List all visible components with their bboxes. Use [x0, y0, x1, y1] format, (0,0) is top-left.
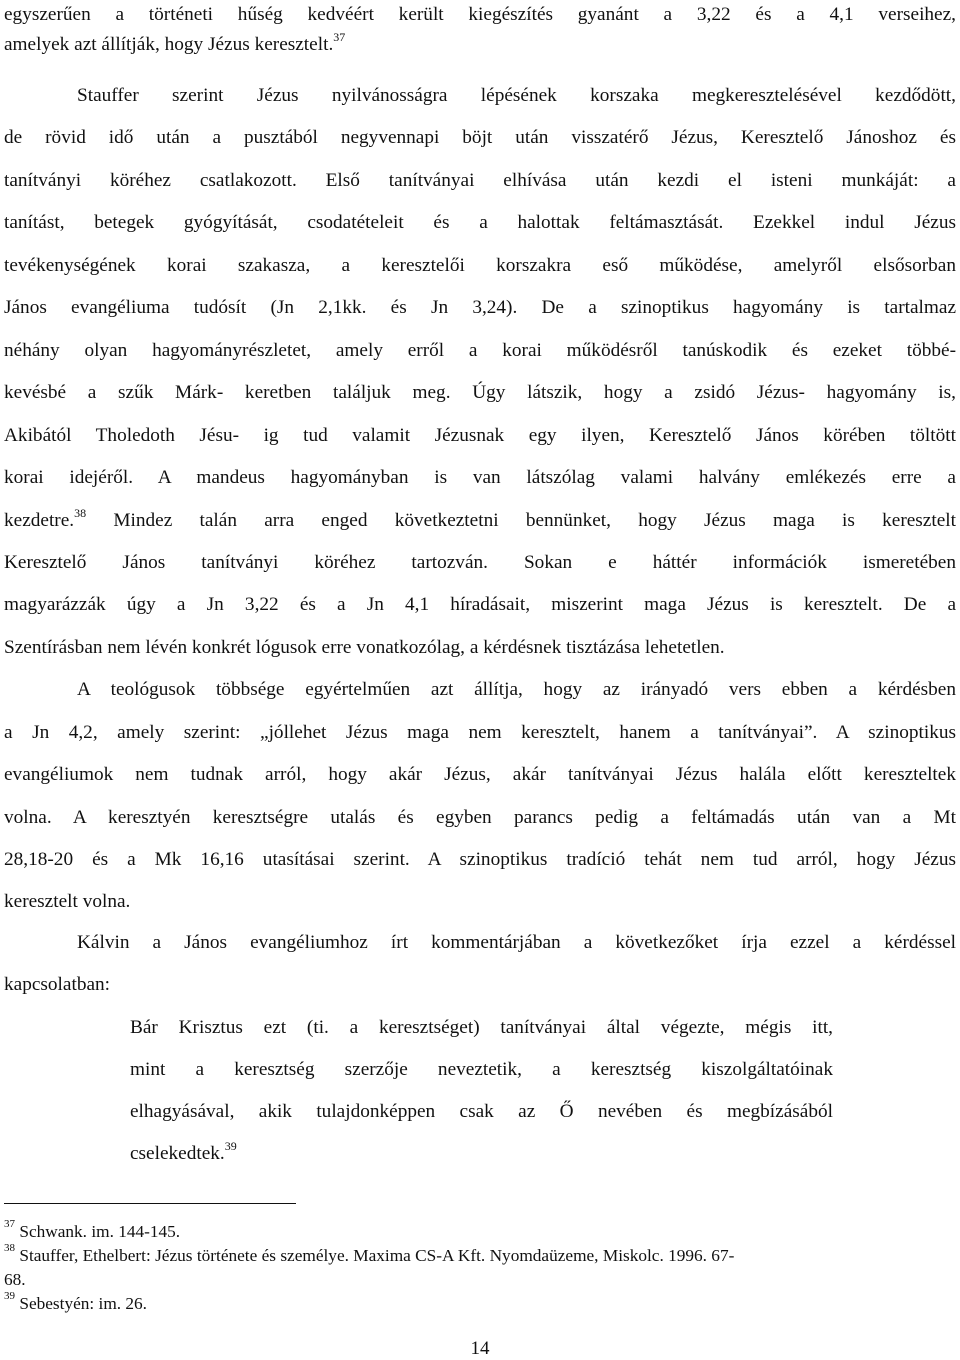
- line-text: Stauffer szerint Jézus nyilvánosságra lépésének korszaka megkeresztelésével kezdődött,: [77, 85, 956, 106]
- line-text: kezdetre.: [4, 510, 75, 531]
- line-text: Bár Krisztus ezt (ti. a keresztséget) tanítványai által végezte, mégis itt,: [130, 1017, 833, 1038]
- body-line: [4, 208, 956, 238]
- body-line: [4, 421, 956, 451]
- line-text: [86, 510, 113, 531]
- line-text: A teológusok többsége egyértelműen azt állítja, hogy az irányadó vers ebben a kérdésben: [77, 679, 956, 700]
- line-text: Mindez talán arra enged következtetni bennünket, hogy Jézus maga is keresztelt: [113, 510, 956, 531]
- paragraph-first-line: [77, 81, 956, 111]
- body-line: [4, 845, 956, 875]
- footnote-text: Schwank. im. 144-145.: [19, 1222, 181, 1241]
- line-text: keresztelt volna.: [4, 891, 131, 912]
- footnote-text: Sebestyén: im. 26.: [19, 1294, 148, 1313]
- footnote-text: 68.: [4, 1270, 26, 1289]
- line-text: kevésbé a szűk Márk- keretben találjuk meg. Úgy látszik, hogy a zsidó Jézus- hagyomány is,: [4, 382, 956, 403]
- line-text: tanítványi köréhez csatlakozott. Első tanítványai elhívása után kezdi el isteni munkáját: a: [4, 170, 956, 191]
- line-text: néhány olyan hagyományrészletet, amely erről a korai működésről tanúskodik és ezeket többé-: [4, 340, 956, 361]
- paragraph-first-line: [77, 928, 956, 958]
- footnote-continuation: [4, 1268, 956, 1292]
- footnote: [4, 1292, 956, 1316]
- body-line: [4, 30, 956, 60]
- body-line: [4, 463, 956, 493]
- body-line: [4, 803, 956, 833]
- block-quote-line: [130, 1097, 833, 1127]
- line-text: János evangéliuma tudósít (Jn 2,1kk. és Jn 3,24). De a szinoptikus hagyomány is tartalmaz: [4, 297, 956, 318]
- body-line: [4, 166, 956, 196]
- body-line: [4, 970, 956, 1000]
- line-text: Szentírásban nem lévén konkrét lógusok erre vonatkozólag, a kérdésnek tisztázása lehetetlen.: [4, 637, 725, 658]
- footnote: [4, 1220, 956, 1244]
- line-text: Keresztelő János tanítványi köréhez tartozván. Sokan e háttér információk ismeretében: [4, 552, 956, 573]
- line-text: 28,18-20 és a Mk 16,16 utasításai szerint. A szinoptikus tradíció tehát nem tud arról, hogy Jézus: [4, 849, 956, 870]
- body-line: [4, 336, 956, 366]
- body-line: [4, 548, 956, 578]
- line-text: amelyek azt állítják, hogy Jézus keresztelt.: [4, 34, 334, 55]
- footnote-text: Stauffer, Ethelbert: Jézus története és személye. Maxima CS-A Kft. Nyomdaüzeme, Miskolc. 1996. 67-: [19, 1246, 735, 1265]
- line-text: a Jn 4,2, amely szerint: „jóllehet Jézus maga nem keresztelt, hanem a tanítványai”. A szinoptikus: [4, 722, 956, 743]
- line-text: Kálvin a János evangéliumhoz írt kommentárjában a következőket írja ezzel a kérdéssel: [77, 932, 956, 953]
- paragraph-first-line: [77, 675, 956, 705]
- line-text: de rövid idő után a pusztából negyvennapi böjt után visszatérő Jézus, Keresztelő Jánoshoz és: [4, 127, 956, 148]
- block-quote-line: [130, 1055, 833, 1085]
- block-quote-line: [130, 1139, 833, 1169]
- footnote-separator: [4, 1203, 296, 1204]
- footnote-ref-38: 38: [74, 505, 87, 520]
- body-line: [4, 0, 956, 30]
- line-text: magyarázzák úgy a Jn 3,22 és a Jn 4,1 híradásait, miszerint maga Jézus is keresztelt. De a: [4, 594, 956, 615]
- block-quote-line: [130, 1013, 833, 1043]
- line-text: egyszerűen a történeti hűség kedvéért került kiegészítés gyanánt a 3,22 és a 4,1 verseihez,: [4, 4, 956, 25]
- line-text: Akibától Tholedoth Jésu- ig tud valamit Jézusnak egy ilyen, Keresztelő János körében töltött: [4, 425, 956, 446]
- line-text: tanítást, betegek gyógyítását, csodatételeit és a halottak feltámasztását. Ezekkel indul Jézus: [4, 212, 956, 233]
- body-line: [4, 718, 956, 748]
- body-line: [4, 293, 956, 323]
- footnote-number: 39: [4, 1290, 15, 1303]
- line-text: elhagyásával, akik tulajdonképpen csak az Ő nevében és megbízásából: [130, 1101, 833, 1122]
- footnote-number: 37: [4, 1218, 15, 1231]
- footnote-number: 38: [4, 1242, 15, 1255]
- footnote-ref-37: 37: [333, 29, 346, 44]
- body-line: [4, 123, 956, 153]
- body-line: [4, 251, 956, 281]
- line-text: tevékenységének korai szakasza, a keresztelői korszakra eső működése, amelyről elsősorban: [4, 255, 956, 276]
- footnote-ref-39: 39: [224, 1138, 237, 1153]
- line-text: kapcsolatban:: [4, 974, 111, 995]
- footnote: [4, 1244, 956, 1268]
- line-text: mint a keresztség szerzője neveztetik, a keresztség kiszolgáltatóinak: [130, 1059, 833, 1080]
- line-text: korai idejéről. A mandeus hagyományban is van látszólag valami halvány emlékezés erre a: [4, 467, 956, 488]
- page-number: 14: [470, 1338, 490, 1359]
- body-line: [4, 378, 956, 408]
- body-line: [4, 506, 956, 536]
- line-text: cselekedtek.: [130, 1143, 225, 1164]
- document-page: [4, 0, 956, 1360]
- line-text: evangéliumok nem tudnak arról, hogy akár Jézus, akár tanítványai Jézus halála előtt kereszteltek: [4, 764, 956, 785]
- body-line: [4, 633, 956, 663]
- body-line: [4, 760, 956, 790]
- line-text: volna. A keresztyén keresztségre utalás és egyben parancs pedig a feltámadás után van a Mt: [4, 807, 956, 828]
- body-line: [4, 590, 956, 620]
- body-line: [4, 887, 956, 917]
